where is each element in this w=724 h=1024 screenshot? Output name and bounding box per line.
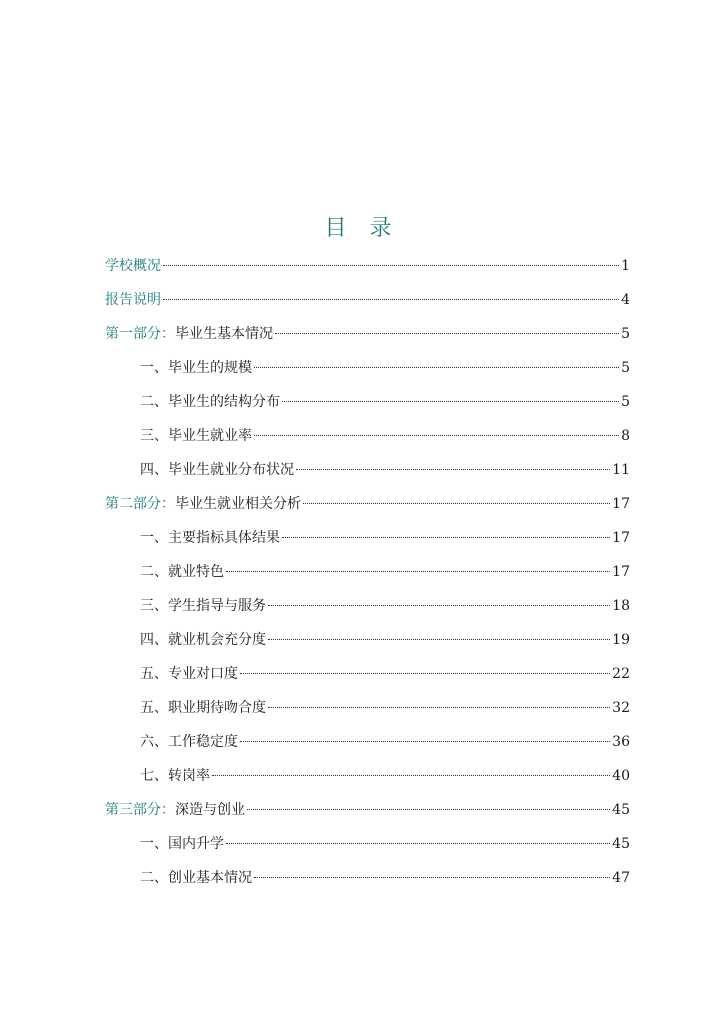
toc-page-number: 1: [621, 258, 630, 274]
toc-dot-leader: [268, 639, 610, 640]
toc-entry-label: [140, 868, 252, 888]
toc-dot-leader: [254, 367, 619, 368]
toc-entry-label: [140, 664, 238, 684]
toc-page-number: 47: [612, 870, 630, 886]
toc-entry-title: 三、学生指导与服务: [140, 598, 266, 614]
toc-entry-title: 七、转岗率: [140, 768, 210, 784]
toc-entry[interactable]: [105, 800, 630, 820]
toc-entry-label: [140, 596, 266, 616]
toc-entry-label: [140, 630, 266, 650]
toc-page-number: 32: [612, 700, 630, 716]
toc-entry[interactable]: [140, 426, 630, 446]
toc-entry[interactable]: [140, 630, 630, 650]
toc-entry-title: 二、创业基本情况: [140, 870, 252, 886]
toc-entry-title: 一、主要指标具体结果: [140, 530, 280, 546]
toc-entry-label: [140, 392, 280, 412]
toc-entry-title: 一、国内升学: [140, 836, 224, 852]
toc-page-number: 17: [612, 496, 630, 512]
toc-entry-title: 学校概况: [105, 258, 161, 274]
toc-page-number: 11: [612, 462, 630, 478]
toc-dot-leader: [268, 605, 610, 606]
toc-dot-leader: [163, 265, 619, 266]
toc-dot-leader: [226, 571, 610, 572]
toc-page-number: 17: [612, 530, 630, 546]
toc-dot-leader: [296, 469, 610, 470]
toc-entry-label: [105, 494, 301, 514]
toc-entry-title: 六、工作稳定度: [140, 734, 238, 750]
toc-dot-leader: [303, 503, 610, 504]
toc-entry[interactable]: [140, 732, 630, 752]
toc-entry[interactable]: [140, 766, 630, 786]
toc-page-number: 5: [621, 394, 630, 410]
toc-entry-label: [105, 290, 161, 310]
toc-entry-label: [105, 256, 161, 276]
toc-entry-label: [140, 766, 210, 786]
toc-entry-label: [140, 562, 224, 582]
toc-entry-title: 二、就业特色: [140, 564, 224, 580]
toc-entry-label: [140, 358, 252, 378]
toc-entry[interactable]: [105, 290, 630, 310]
toc-dot-leader: [282, 401, 619, 402]
toc-entry-title: 报告说明: [105, 292, 161, 308]
toc-entry-title: 第三部分：: [105, 802, 175, 818]
toc-entry-subtitle: 毕业生就业相关分析: [175, 496, 301, 512]
toc-entry[interactable]: [105, 324, 630, 344]
toc-page-number: 45: [612, 802, 630, 818]
toc-dot-leader: [282, 537, 610, 538]
toc-entry-label: [140, 460, 294, 480]
toc-entry-label: [105, 800, 245, 820]
toc-page-number: 5: [621, 360, 630, 376]
toc-entry-label: [140, 426, 252, 446]
toc-entry-title: 三、毕业生就业率: [140, 428, 252, 444]
toc-entry[interactable]: [140, 596, 630, 616]
toc-entry-title: 五、专业对口度: [140, 666, 238, 682]
toc-entry-subtitle: 毕业生基本情况: [175, 326, 273, 342]
toc-dot-leader: [240, 741, 610, 742]
toc-entry-title: 五、职业期待吻合度: [140, 700, 266, 716]
toc-dot-leader: [226, 843, 610, 844]
toc-entry[interactable]: [105, 256, 630, 276]
toc-entry-title: 二、毕业生的结构分布: [140, 394, 280, 410]
toc-entry[interactable]: [140, 664, 630, 684]
toc-dot-leader: [268, 707, 610, 708]
toc-page-number: 22: [612, 666, 630, 682]
toc-entry[interactable]: [140, 528, 630, 548]
toc-page-number: 45: [612, 836, 630, 852]
toc-entry-title: 四、就业机会充分度: [140, 632, 266, 648]
toc-dot-leader: [275, 333, 619, 334]
toc-entry[interactable]: [140, 460, 630, 480]
toc-entry[interactable]: [140, 392, 630, 412]
toc-entry-label: [140, 834, 224, 854]
toc-page-number: 36: [612, 734, 630, 750]
toc-entry-title: 一、毕业生的规模: [140, 360, 252, 376]
toc-page-number: 40: [612, 768, 630, 784]
toc-entry[interactable]: [105, 494, 630, 514]
toc-entry-label: [105, 324, 273, 344]
toc-page-number: 17: [612, 564, 630, 580]
toc-entry[interactable]: [140, 358, 630, 378]
toc-entry-subtitle: 深造与创业: [175, 802, 245, 818]
toc-dot-leader: [163, 299, 619, 300]
toc-entry[interactable]: [140, 562, 630, 582]
toc-dot-leader: [254, 435, 619, 436]
toc-dot-leader: [240, 673, 610, 674]
toc-entry-label: [140, 732, 238, 752]
toc-entry-title: 第二部分：: [105, 496, 175, 512]
toc-page-number: 5: [621, 326, 630, 342]
toc-entry-label: [140, 698, 266, 718]
toc-page-number: 8: [621, 428, 630, 444]
toc-page-number: 18: [612, 598, 630, 614]
toc-entry[interactable]: [140, 834, 630, 854]
toc-entry[interactable]: [140, 698, 630, 718]
toc-page-number: 4: [621, 292, 630, 308]
toc-dot-leader: [212, 775, 610, 776]
toc-entry-title: 四、毕业生就业分布状况: [140, 462, 294, 478]
toc-entry-title: 第一部分：: [105, 326, 175, 342]
toc-dot-leader: [254, 877, 610, 878]
toc-page-number: 19: [612, 632, 630, 648]
toc-entry[interactable]: [140, 868, 630, 888]
toc-dot-leader: [247, 809, 610, 810]
toc-entry-label: [140, 528, 280, 548]
toc-title: 目 录: [324, 216, 400, 241]
